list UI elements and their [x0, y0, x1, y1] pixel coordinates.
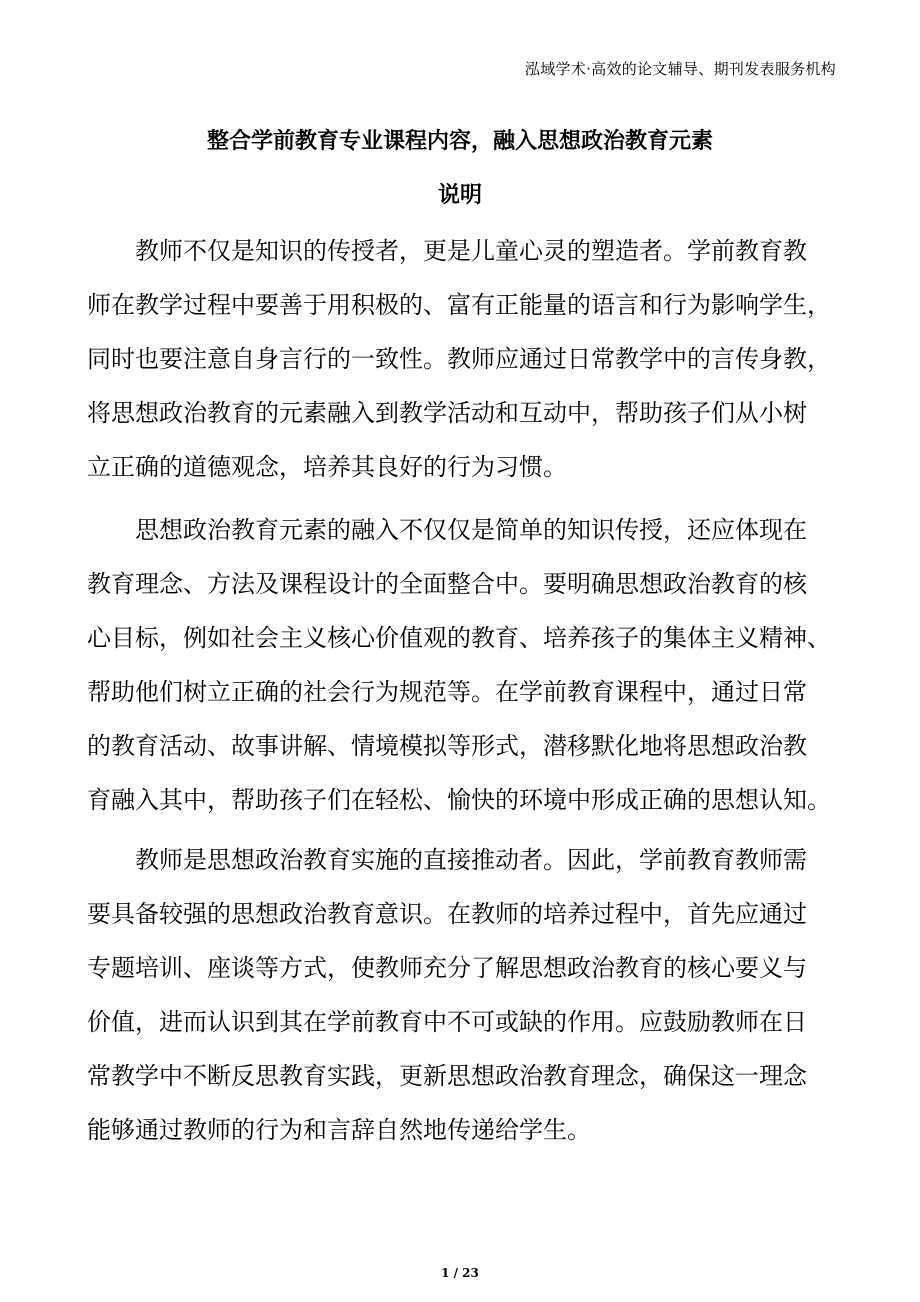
paragraph-2 — [87, 503, 867, 827]
paragraph-1 — [87, 224, 867, 494]
paragraph-line: 能够通过教师的行为和言辞自然地传递给学生。 — [87, 1116, 591, 1144]
section-heading: 说明 — [437, 183, 482, 208]
paragraph-line: 思想政治教育元素的融入不仅仅是简单的知识传授，还应体现在 — [135, 516, 807, 544]
paragraph-line: 教育理念、方法及课程设计的全面整合中。要明确思想政治教育的核 — [87, 570, 807, 598]
document-title: 整合学前教育专业课程内容，融入思想政治教育元素 — [206, 129, 713, 154]
paragraph-line: 心目标，例如社会主义核心价值观的教育、培养孩子的集体主义精神、 — [87, 624, 831, 652]
paragraph-line: 帮助他们树立正确的社会行为规范等。在学前教育课程中，通过日常 — [87, 678, 807, 706]
paragraph-line: 师在教学过程中要善于用积极的、富有正能量的语言和行为影响学生， — [87, 291, 831, 319]
paragraph-line: 价值，进而认识到其在学前教育中不可或缺的作用。应鼓励教师在日 — [87, 1008, 807, 1036]
paragraph-3 — [87, 833, 867, 1157]
page-number: 1 / 23 — [441, 1266, 479, 1280]
paragraph-line: 立正确的道德观念，培养其良好的行为习惯。 — [87, 453, 567, 481]
paragraph-line: 专题培训、座谈等方式，使教师充分了解思想政治教育的核心要义与 — [87, 954, 807, 982]
paragraph-line: 教师是思想政治教育实施的直接推动者。因此，学前教育教师需 — [135, 846, 807, 874]
paragraph-line: 的教育活动、故事讲解、情境模拟等形式，潜移默化地将思想政治教 — [87, 732, 807, 760]
paragraph-line: 将思想政治教育的元素融入到教学活动和互动中，帮助孩子们从小树 — [87, 399, 807, 427]
paragraph-line: 育融入其中，帮助孩子们在轻松、愉快的环境中形成正确的思想认知。 — [87, 786, 831, 814]
paragraph-line: 要具备较强的思想政治教育意识。在教师的培养过程中，首先应通过 — [87, 900, 807, 928]
paragraph-line: 同时也要注意自身言行的一致性。教师应通过日常教学中的言传身教， — [87, 345, 831, 373]
paragraph-line: 常教学中不断反思教育实践，更新思想政治教育理念，确保这一理念 — [87, 1062, 807, 1090]
page-header: 泓域学术·高效的论文辅导、期刊发表服务机构 — [524, 60, 836, 78]
paragraph-line: 教师不仅是知识的传授者，更是儿童心灵的塑造者。学前教育教 — [135, 237, 807, 265]
